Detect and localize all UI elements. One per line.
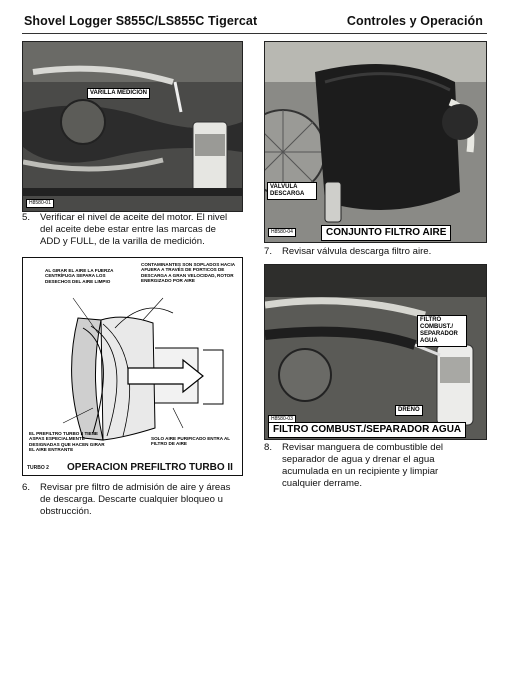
step-line: obstrucción.: [40, 506, 92, 517]
photo-code: H8580-04: [268, 228, 296, 237]
oil-dipstick-photo: [22, 41, 243, 212]
step-line: Revisar manguera de combustible del: [282, 442, 444, 453]
step-line: Revisar válvula descarga filtro aire.: [282, 246, 432, 257]
diagram-label-bottom-right: SOLO AIRE PURIFICADO ENTRA AL FILTRO DE AIRE: [151, 436, 231, 447]
step-text: [282, 442, 443, 490]
diagram-label-top-right: CONTAMINANTES SON SOPLADOS HACIA AFUERA A TRAVÉS DE PORTICOS DE DESCARGA A GRAN VELOCIDAD, ROTOR ENERGIZADO POR AIRE: [141, 262, 235, 284]
step-number: 8.: [264, 442, 273, 453]
discharge-valve-callout: VALVULA DESCARGA: [267, 182, 317, 200]
step-number: 6.: [22, 482, 31, 493]
step-line: separador de agua y drenar el agua: [282, 454, 435, 465]
step-number: 7.: [264, 246, 273, 257]
step-text: [282, 246, 431, 258]
diagram-title: OPERACION PREFILTRO TURBO II: [67, 462, 233, 473]
step-line: ADD y FULL, de la varilla de medición.: [40, 236, 205, 247]
step-line: del aceite debe estar entre las marcas de: [40, 224, 216, 235]
dipstick-callout: VARILLA MEDICION: [87, 88, 150, 99]
step-number: 5.: [22, 212, 31, 223]
step-line: de descarga. Descarte cualquier bloqueo u: [40, 494, 223, 505]
step-line: Revisar pre filtro de admisión de aire y áreas: [40, 482, 231, 493]
header-title-left: Shovel Logger S855C/LS855C Tigercat: [24, 14, 258, 28]
photo-code: H8580-01: [26, 199, 54, 208]
photo-caption: FILTRO COMBUST./SEPARADOR AGUA: [268, 422, 466, 438]
photo-caption: CONJUNTO FILTRO AIRE: [321, 225, 451, 241]
turbo-prefilter-diagram: [22, 257, 243, 476]
drain-callout: DRENO: [395, 405, 423, 416]
diagram-code: TURBO 2: [27, 465, 49, 471]
step-text: [40, 212, 227, 248]
diagram-label-top-left: AL GIRAR EL AIRE LA FUERZA CENTRÍFUGA SEPARA LOS DESECHOS DEL AIRE LIMPIO: [45, 268, 114, 284]
step-line: cualquier derrame.: [282, 478, 362, 489]
photo-code: H8580-03: [268, 415, 296, 424]
step-line: Verificar el nivel de aceite del motor. El nivel: [40, 212, 228, 223]
header-title-right: Controles y Operación: [346, 14, 483, 28]
diagram-label-bottom-left: EL PREFILTRO TURBO II TIENE ASPAS ESPECIALMENTE DESIGNADAS QUE HACEN GIRAR EL AIRE ENTRANTE: [29, 431, 105, 453]
fuel-filter-photo: [264, 264, 487, 440]
fuel-filter-callout: FILTRO COMBUST./ SEPARADOR AGUA: [417, 315, 467, 347]
header-divider: [22, 33, 487, 34]
air-filter-photo: [264, 41, 487, 243]
step-line: acumulada en un recipiente y limpiar: [282, 466, 439, 477]
step-text: [40, 482, 230, 518]
